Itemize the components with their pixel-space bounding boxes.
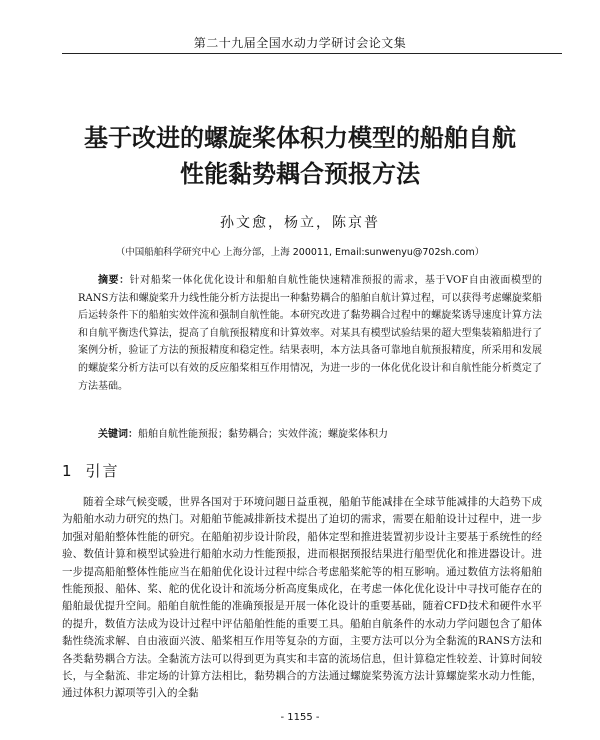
abstract — [78, 272, 542, 395]
section-heading — [62, 460, 120, 481]
running-header: 第二十九届全国水动力学研讨会论文集 — [193, 36, 407, 50]
affiliation: （中国船舶科学研究中心 上海分部，上海 200011, Email:sunwenyu@702sh.com） — [115, 247, 485, 258]
section-number: 1 — [62, 462, 74, 480]
keywords-text: 船舶自航性能预报；黏势耦合；实效伴流；螺旋桨体积力 — [138, 429, 388, 440]
abstract-text: 针对船桨一体化优化设计和船舶自航性能快速精准预报的需求，基于VOF自由液面模型的RANS方法和螺旋桨升力线性能分析方法提出一种黏势耦合的船舶自航计算过程，可以获得考虑螺旋桨船后运转条件下的船舶实效伴流和强制自航性能。本研究改进了黏势耦合过程中的螺旋桨诱导速度计算方法和自航平衡迭代算法，提高了自航预报精度和计算效率。对某具有模型试验结果的超大型集装箱船进行了案例分析，验证了方法的预报精度和稳定性。结果表明，本方法具备可靠地自航预报精度，所采用和发展的螺旋桨分析方法可以有效的反应船桨相互作用情况，为进一步的一体化优化设计和自航性能分析奠定了方法基础。 — [78, 275, 542, 392]
title-line-1: 基于改进的螺旋桨体积力模型的船舶自航 — [84, 124, 516, 152]
paper-title — [40, 120, 560, 192]
authors: 孙文愈，杨立，陈京普 — [220, 215, 380, 231]
abstract-label: 摘要： — [98, 275, 130, 286]
section-title: 引言 — [85, 462, 120, 480]
body-paragraph: 随着全球气候变暖，世界各国对于环境问题日益重视，船舶节能减排在全球节能减排的大趋势下成为船舶水动力研究的热门。对船舶节能减排新技术提出了迫切的需求，需要在船舶设计过程中，进一步加强对船舶整体性能的研究。在船舶初步设计阶段，船体定型和推进装置初步设计主要基于系统性的经验、数值计算和模型试验进行船舶水动力性能预报，进而根据预报结果进行船型优化和推进器设计。进一步提高船舶整体性能应当在船舶优化设计过程中综合考虑船桨舵等的相互影响。通过数值方法将船舶性能预报、船体、桨、舵的优化设计和流场分析高度集成化，在考虑一体化优化设计中寻找可能存在的船舶最优提升空间。船舶自航性能的准确预报是开展一体化设计的重要基础，随着CFD技术和硬件水平的提升，数值方法成为设计过程中评估船舶性能的重要工具。船舶自航条件的水动力学问题包含了船体黏性绕流求解、自由液面兴波、船桨相互作用等复杂的方面，主要方法可以分为全黏流的RANS方法和各类黏势耦合方法。全黏流方法可以得到更为真实和丰富的流场信息，但计算稳定性较差、计算时间较长，与全黏流、非定场的计算方法相比，黏势耦合的方法通过螺旋桨势流方法计算螺旋桨水动力性能，通过体积力源项等引入的全黏 — [62, 496, 542, 700]
header-rule — [62, 53, 562, 54]
keywords — [98, 426, 542, 443]
title-line-2: 性能黏势耦合预报方法 — [180, 160, 420, 188]
page-number: - 1155 - — [280, 712, 320, 723]
keywords-label: 关键词： — [98, 429, 138, 440]
